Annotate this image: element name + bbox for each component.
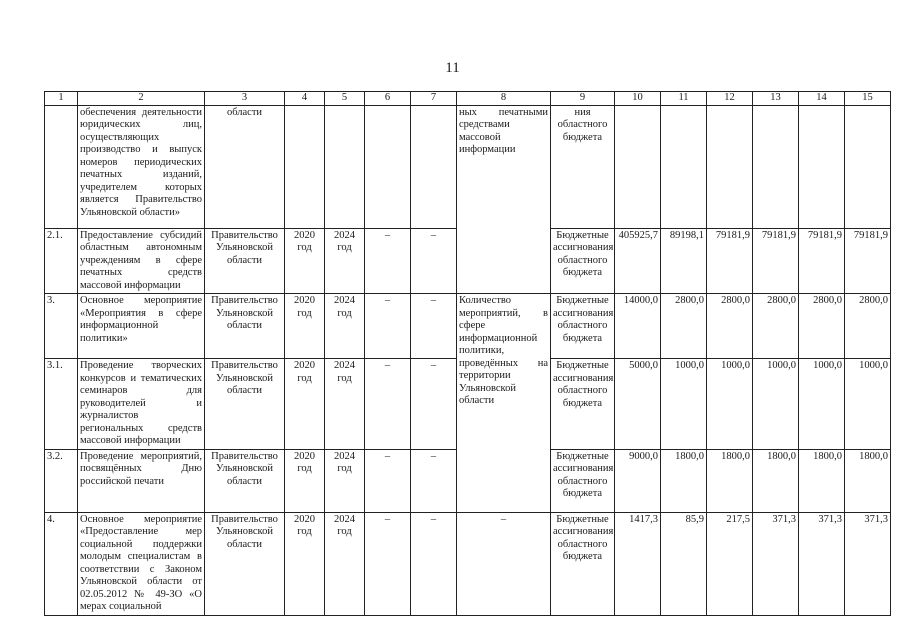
col-header-4: 4: [285, 92, 325, 106]
row-number: [45, 105, 78, 228]
amount-2021: [707, 105, 753, 228]
amount-2024: 1000,0: [845, 359, 891, 450]
amount-2023: 371,3: [799, 512, 845, 615]
measure-name: обеспечения деятельности юридических лиц, осуществляющих производство и выпуск номеров периодических печатных изданий, учредителем которых является Правительство Ульяновской области»: [78, 105, 205, 228]
col7-value: [411, 105, 457, 228]
amount-2022: 371,3: [753, 512, 799, 615]
col-header-9: 9: [551, 92, 615, 106]
col-header-15: 15: [845, 92, 891, 106]
col-header-3: 3: [205, 92, 285, 106]
measure-name: Проведение творческих конкурсов и тематических семинаров для руководителей и журналистов региональных средств массовой информации: [78, 359, 205, 450]
header-row: [45, 92, 891, 106]
amount-2024: 1800,0: [845, 449, 891, 512]
end-year: 2024 год: [325, 512, 365, 615]
row-number: 3.2.: [45, 449, 78, 512]
amount-2021: 1800,0: [707, 449, 753, 512]
start-year: 2020 год: [285, 359, 325, 450]
amount-2020: 89198,1: [661, 228, 707, 294]
amount-2021: 217,5: [707, 512, 753, 615]
measure-name: Проведение мероприятий, посвящённых Дню российской печати: [78, 449, 205, 512]
indicator: –: [457, 512, 551, 615]
start-year: 2020 год: [285, 449, 325, 512]
col-header-8: 8: [457, 92, 551, 106]
executor: области: [205, 105, 285, 228]
amount-2020: 1000,0: [661, 359, 707, 450]
col-header-14: 14: [799, 92, 845, 106]
amount-2020: 2800,0: [661, 294, 707, 359]
total-amount: 405925,7: [615, 228, 661, 294]
total-amount: 1417,3: [615, 512, 661, 615]
col-header-5: 5: [325, 92, 365, 106]
amount-2023: 1000,0: [799, 359, 845, 450]
col-header-2: 2: [78, 92, 205, 106]
measure-name: Основное мероприятие «Предоставление мер социальной поддержки молодым специалистам в соответствии с Законом Ульяновской области от 02.05.2012 № 49-ЗО «О мерах социальной: [78, 512, 205, 615]
table-row: [45, 294, 891, 359]
total-amount: [615, 105, 661, 228]
amount-2024: 371,3: [845, 512, 891, 615]
amount-2022: 79181,9: [753, 228, 799, 294]
col7-value: –: [411, 449, 457, 512]
amount-2021: 1000,0: [707, 359, 753, 450]
funding-source: Бюджетные ассигнования областного бюджета: [551, 359, 615, 450]
col-header-1: 1: [45, 92, 78, 106]
col-header-13: 13: [753, 92, 799, 106]
total-amount: 5000,0: [615, 359, 661, 450]
row-number: 3.: [45, 294, 78, 359]
col-header-10: 10: [615, 92, 661, 106]
amount-2020: 1800,0: [661, 449, 707, 512]
end-year: [325, 105, 365, 228]
col6-value: –: [365, 449, 411, 512]
amount-2024: 2800,0: [845, 294, 891, 359]
indicator: Количество мероприятий, в сфере информационной политики, проведённых на территории Ульяновской области: [457, 294, 551, 513]
amount-2022: 2800,0: [753, 294, 799, 359]
amount-2021: 79181,9: [707, 228, 753, 294]
col-header-11: 11: [661, 92, 707, 106]
amount-2024: 79181,9: [845, 228, 891, 294]
total-amount: 14000,0: [615, 294, 661, 359]
start-year: 2020 год: [285, 294, 325, 359]
executor: Правительство Ульяновской области: [205, 359, 285, 450]
start-year: 2020 год: [285, 228, 325, 294]
executor: Правительство Ульяновской области: [205, 449, 285, 512]
col-header-12: 12: [707, 92, 753, 106]
executor: Правительство Ульяновской области: [205, 228, 285, 294]
amount-2023: [799, 105, 845, 228]
col6-value: –: [365, 512, 411, 615]
row-number: 2.1.: [45, 228, 78, 294]
amount-2022: 1800,0: [753, 449, 799, 512]
start-year: 2020 год: [285, 512, 325, 615]
col6-value: –: [365, 294, 411, 359]
indicator: ных печатными средствами массовой информации: [457, 105, 551, 294]
col6-value: –: [365, 359, 411, 450]
amount-2020: [661, 105, 707, 228]
col6-value: –: [365, 228, 411, 294]
amount-2021: 2800,0: [707, 294, 753, 359]
end-year: 2024 год: [325, 294, 365, 359]
end-year: 2024 год: [325, 359, 365, 450]
funding-source: Бюджетные ассигнования областного бюджета: [551, 228, 615, 294]
funding-source: ния областного бюджета: [551, 105, 615, 228]
funding-source: Бюджетные ассигнования областного бюджета: [551, 512, 615, 615]
start-year: [285, 105, 325, 228]
table-row: [45, 512, 891, 615]
measure-name: Предоставление субсидий областным автономным учреждениям в сфере печатных средств массовой информации: [78, 228, 205, 294]
row-number: 3.1.: [45, 359, 78, 450]
amount-2022: [753, 105, 799, 228]
executor: Правительство Ульяновской области: [205, 294, 285, 359]
amount-2020: 85,9: [661, 512, 707, 615]
budget-table: [44, 91, 891, 616]
col-header-6: 6: [365, 92, 411, 106]
amount-2023: 2800,0: [799, 294, 845, 359]
col7-value: –: [411, 359, 457, 450]
measure-name: Основное мероприятие «Мероприятия в сфере информационной политики»: [78, 294, 205, 359]
total-amount: 9000,0: [615, 449, 661, 512]
page-number: 11: [445, 60, 460, 76]
funding-source: Бюджетные ассигнования областного бюджета: [551, 449, 615, 512]
row-number: 4.: [45, 512, 78, 615]
col7-value: –: [411, 294, 457, 359]
amount-2023: 1800,0: [799, 449, 845, 512]
amount-2024: [845, 105, 891, 228]
amount-2022: 1000,0: [753, 359, 799, 450]
amount-2023: 79181,9: [799, 228, 845, 294]
executor: Правительство Ульяновской области: [205, 512, 285, 615]
col7-value: –: [411, 512, 457, 615]
funding-source: Бюджетные ассигнования областного бюджета: [551, 294, 615, 359]
end-year: 2024 год: [325, 228, 365, 294]
table-row: [45, 105, 891, 228]
col6-value: [365, 105, 411, 228]
col7-value: –: [411, 228, 457, 294]
col-header-7: 7: [411, 92, 457, 106]
end-year: 2024 год: [325, 449, 365, 512]
